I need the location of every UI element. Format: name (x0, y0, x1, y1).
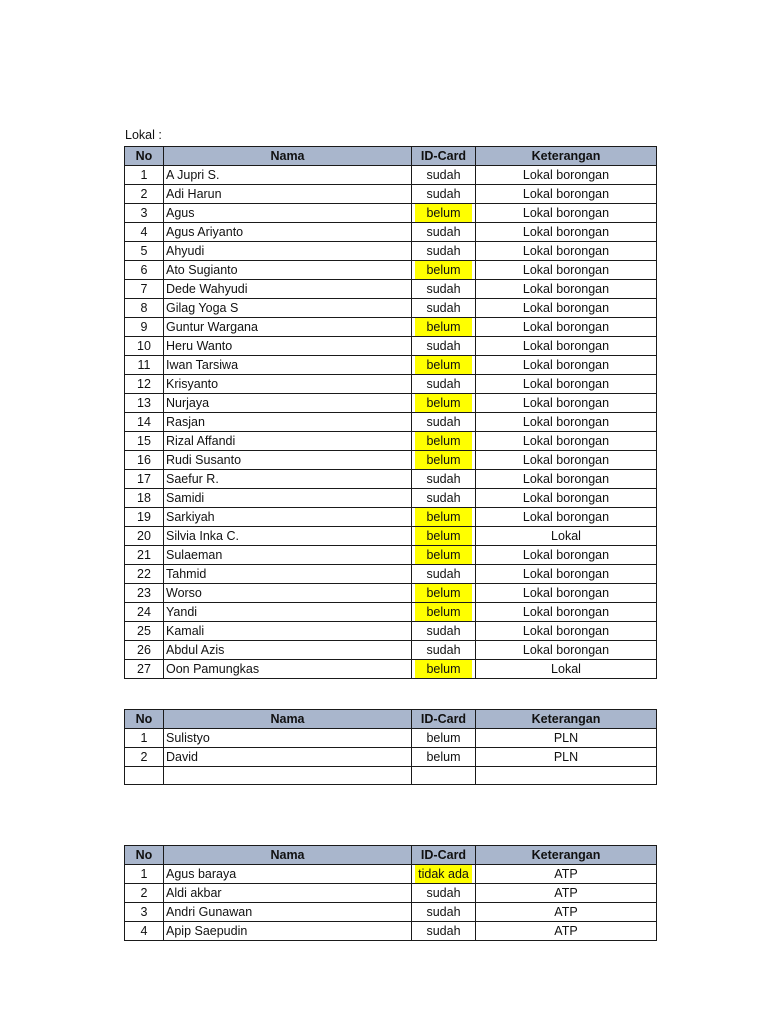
name-cell: Rizal Affandi (164, 432, 412, 451)
keterangan-cell: ATP (476, 922, 657, 941)
table-row (125, 261, 657, 280)
id-card-status-cell (412, 622, 476, 641)
name-cell: Silvia Inka C. (164, 527, 412, 546)
id-card-status: belum (415, 432, 472, 450)
id-card-status: sudah (426, 567, 461, 581)
id-card-status-cell (412, 922, 476, 941)
row-number-cell: 3 (125, 903, 164, 922)
name-cell: Saefur R. (164, 470, 412, 489)
header-no: No (125, 846, 164, 865)
id-card-status: sudah (426, 886, 461, 900)
keterangan-cell: Lokal borongan (476, 432, 657, 451)
keterangan-cell: Lokal borongan (476, 185, 657, 204)
id-card-status: belum (415, 508, 472, 526)
id-card-status: sudah (426, 282, 461, 296)
keterangan-cell: Lokal borongan (476, 546, 657, 565)
id-card-status-cell (412, 565, 476, 584)
name-cell (164, 767, 412, 785)
id-card-status-cell (412, 767, 476, 785)
keterangan-cell: PLN (476, 748, 657, 767)
name-cell: Tahmid (164, 565, 412, 584)
name-cell: Oon Pamungkas (164, 660, 412, 679)
keterangan-cell: Lokal borongan (476, 375, 657, 394)
table-row (125, 280, 657, 299)
id-card-status-cell (412, 603, 476, 622)
header-id-card: ID-Card (412, 710, 476, 729)
id-card-status: belum (415, 584, 472, 602)
name-cell: Aldi akbar (164, 884, 412, 903)
table-row (125, 641, 657, 660)
keterangan-cell: ATP (476, 903, 657, 922)
row-number-cell: 1 (125, 865, 164, 884)
name-cell: Ato Sugianto (164, 261, 412, 280)
id-card-status-cell (412, 356, 476, 375)
name-cell: Dede Wahyudi (164, 280, 412, 299)
table-row (125, 299, 657, 318)
id-card-status-cell (412, 729, 476, 748)
section-caption: Lokal : (125, 128, 162, 142)
id-card-status-cell (412, 242, 476, 261)
id-card-status-cell (412, 903, 476, 922)
keterangan-cell: Lokal borongan (476, 242, 657, 261)
id-card-status: belum (415, 527, 472, 545)
keterangan-cell: Lokal borongan (476, 318, 657, 337)
name-cell: A Jupri S. (164, 166, 412, 185)
row-number-cell (125, 767, 164, 785)
pln-table (124, 709, 657, 785)
row-number-cell: 12 (125, 375, 164, 394)
table-row (125, 337, 657, 356)
keterangan-cell: Lokal borongan (476, 584, 657, 603)
row-number-cell: 25 (125, 622, 164, 641)
id-card-status: belum (415, 318, 472, 336)
id-card-status: belum (426, 750, 461, 764)
row-number-cell: 24 (125, 603, 164, 622)
header-row (125, 846, 657, 865)
row-number-cell: 3 (125, 204, 164, 223)
header-row (125, 710, 657, 729)
row-number-cell: 5 (125, 242, 164, 261)
keterangan-cell: Lokal borongan (476, 337, 657, 356)
keterangan-cell: Lokal borongan (476, 470, 657, 489)
row-number-cell: 13 (125, 394, 164, 413)
header-id-card: ID-Card (412, 846, 476, 865)
id-card-status: sudah (426, 339, 461, 353)
row-number-cell: 23 (125, 584, 164, 603)
id-card-status: sudah (426, 377, 461, 391)
table-row (125, 470, 657, 489)
keterangan-cell: Lokal borongan (476, 413, 657, 432)
table-row (125, 546, 657, 565)
id-card-status: sudah (426, 301, 461, 315)
id-card-status: belum (415, 451, 472, 469)
keterangan-cell: Lokal (476, 660, 657, 679)
id-card-status-cell (412, 204, 476, 223)
table-row (125, 166, 657, 185)
row-number-cell: 8 (125, 299, 164, 318)
keterangan-cell: Lokal borongan (476, 603, 657, 622)
table-row (125, 903, 657, 922)
name-cell: Sulaeman (164, 546, 412, 565)
name-cell: Rasjan (164, 413, 412, 432)
name-cell: Yandi (164, 603, 412, 622)
header-nama: Nama (164, 710, 412, 729)
keterangan-cell: Lokal borongan (476, 261, 657, 280)
id-card-status: belum (415, 546, 472, 564)
keterangan-cell: Lokal borongan (476, 280, 657, 299)
name-cell: Guntur Wargana (164, 318, 412, 337)
keterangan-cell: Lokal borongan (476, 489, 657, 508)
table-row (125, 356, 657, 375)
name-cell: Adi Harun (164, 185, 412, 204)
id-card-status: sudah (426, 624, 461, 638)
name-cell: David (164, 748, 412, 767)
keterangan-cell: PLN (476, 729, 657, 748)
table-row (125, 748, 657, 767)
row-number-cell: 1 (125, 166, 164, 185)
id-card-status-cell (412, 299, 476, 318)
table-row (125, 527, 657, 546)
table-row (125, 622, 657, 641)
name-cell: Kamali (164, 622, 412, 641)
id-card-status: sudah (426, 187, 461, 201)
table-row (125, 185, 657, 204)
id-card-status-cell (412, 413, 476, 432)
row-number-cell: 7 (125, 280, 164, 299)
id-card-status-cell (412, 451, 476, 470)
row-number-cell: 6 (125, 261, 164, 280)
id-card-status-cell (412, 470, 476, 489)
name-cell: Worso (164, 584, 412, 603)
keterangan-cell: Lokal borongan (476, 299, 657, 318)
keterangan-cell: Lokal borongan (476, 204, 657, 223)
row-number-cell: 21 (125, 546, 164, 565)
row-number-cell: 22 (125, 565, 164, 584)
id-card-status: belum (415, 603, 472, 621)
row-number-cell: 9 (125, 318, 164, 337)
header-keterangan: Keterangan (476, 846, 657, 865)
table-row (125, 242, 657, 261)
id-card-status-cell (412, 865, 476, 884)
name-cell: Sarkiyah (164, 508, 412, 527)
row-number-cell: 15 (125, 432, 164, 451)
id-card-status-cell (412, 166, 476, 185)
id-card-status: sudah (426, 924, 461, 938)
name-cell: Krisyanto (164, 375, 412, 394)
table-row (125, 375, 657, 394)
table-row (125, 884, 657, 903)
name-cell: Rudi Susanto (164, 451, 412, 470)
id-card-status: sudah (426, 905, 461, 919)
keterangan-cell: Lokal borongan (476, 451, 657, 470)
table-row (125, 729, 657, 748)
row-number-cell: 4 (125, 223, 164, 242)
table-row (125, 565, 657, 584)
row-number-cell: 1 (125, 729, 164, 748)
keterangan-cell: Lokal borongan (476, 565, 657, 584)
id-card-status-cell (412, 432, 476, 451)
id-card-status-cell (412, 318, 476, 337)
header-id-card: ID-Card (412, 147, 476, 166)
table-row (125, 413, 657, 432)
table-row (125, 508, 657, 527)
row-number-cell: 26 (125, 641, 164, 660)
id-card-status: sudah (426, 472, 461, 486)
table-row (125, 394, 657, 413)
row-number-cell: 10 (125, 337, 164, 356)
name-cell: Iwan Tarsiwa (164, 356, 412, 375)
name-cell: Agus (164, 204, 412, 223)
name-cell: Ahyudi (164, 242, 412, 261)
id-card-status-cell (412, 223, 476, 242)
name-cell: Heru Wanto (164, 337, 412, 356)
name-cell: Samidi (164, 489, 412, 508)
id-card-status-cell (412, 185, 476, 204)
name-cell: Abdul Azis (164, 641, 412, 660)
id-card-status: belum (426, 731, 461, 745)
name-cell: Agus Ariyanto (164, 223, 412, 242)
id-card-status: tidak ada (415, 865, 472, 883)
id-card-status: belum (415, 660, 472, 678)
row-number-cell: 11 (125, 356, 164, 375)
id-card-status: sudah (426, 643, 461, 657)
id-card-status: belum (415, 261, 472, 279)
id-card-status: belum (415, 204, 472, 222)
name-cell: Andri Gunawan (164, 903, 412, 922)
keterangan-cell: ATP (476, 865, 657, 884)
id-card-status: belum (415, 394, 472, 412)
header-no: No (125, 710, 164, 729)
name-cell: Apip Saepudin (164, 922, 412, 941)
table-row (125, 865, 657, 884)
row-number-cell: 2 (125, 185, 164, 204)
keterangan-cell: Lokal borongan (476, 166, 657, 185)
row-number-cell: 18 (125, 489, 164, 508)
name-cell: Gilag Yoga S (164, 299, 412, 318)
id-card-status: sudah (426, 168, 461, 182)
keterangan-cell: ATP (476, 884, 657, 903)
header-row (125, 147, 657, 166)
id-card-status-cell (412, 584, 476, 603)
id-card-status-cell (412, 261, 476, 280)
id-card-status-cell (412, 508, 476, 527)
row-number-cell: 14 (125, 413, 164, 432)
id-card-status: belum (415, 356, 472, 374)
id-card-status-cell (412, 884, 476, 903)
table-row (125, 451, 657, 470)
row-number-cell: 16 (125, 451, 164, 470)
row-number-cell: 2 (125, 748, 164, 767)
id-card-status-cell (412, 748, 476, 767)
id-card-status-cell (412, 337, 476, 356)
lokal-table (124, 146, 657, 679)
table-row (125, 584, 657, 603)
id-card-status-cell (412, 641, 476, 660)
keterangan-cell: Lokal borongan (476, 223, 657, 242)
keterangan-cell: Lokal borongan (476, 641, 657, 660)
header-keterangan: Keterangan (476, 147, 657, 166)
table-row (125, 318, 657, 337)
keterangan-cell (476, 767, 657, 785)
table-row (125, 603, 657, 622)
id-card-status-cell (412, 375, 476, 394)
id-card-status: sudah (426, 491, 461, 505)
row-number-cell: 2 (125, 884, 164, 903)
atp-table (124, 845, 657, 941)
header-no: No (125, 147, 164, 166)
table-row (125, 489, 657, 508)
table-row (125, 432, 657, 451)
table-row (125, 660, 657, 679)
keterangan-cell: Lokal borongan (476, 356, 657, 375)
row-number-cell: 27 (125, 660, 164, 679)
id-card-status: sudah (426, 225, 461, 239)
table-row (125, 922, 657, 941)
table-row (125, 204, 657, 223)
id-card-status: sudah (426, 244, 461, 258)
keterangan-cell: Lokal (476, 527, 657, 546)
keterangan-cell: Lokal borongan (476, 394, 657, 413)
name-cell: Sulistyo (164, 729, 412, 748)
row-number-cell: 4 (125, 922, 164, 941)
header-nama: Nama (164, 846, 412, 865)
keterangan-cell: Lokal borongan (476, 508, 657, 527)
id-card-status-cell (412, 489, 476, 508)
table-row (125, 223, 657, 242)
keterangan-cell: Lokal borongan (476, 622, 657, 641)
id-card-status-cell (412, 546, 476, 565)
id-card-status-cell (412, 527, 476, 546)
header-nama: Nama (164, 147, 412, 166)
table-row (125, 767, 657, 785)
row-number-cell: 17 (125, 470, 164, 489)
name-cell: Agus baraya (164, 865, 412, 884)
id-card-status-cell (412, 660, 476, 679)
header-keterangan: Keterangan (476, 710, 657, 729)
row-number-cell: 20 (125, 527, 164, 546)
row-number-cell: 19 (125, 508, 164, 527)
id-card-status-cell (412, 280, 476, 299)
id-card-status-cell (412, 394, 476, 413)
id-card-status: sudah (426, 415, 461, 429)
name-cell: Nurjaya (164, 394, 412, 413)
